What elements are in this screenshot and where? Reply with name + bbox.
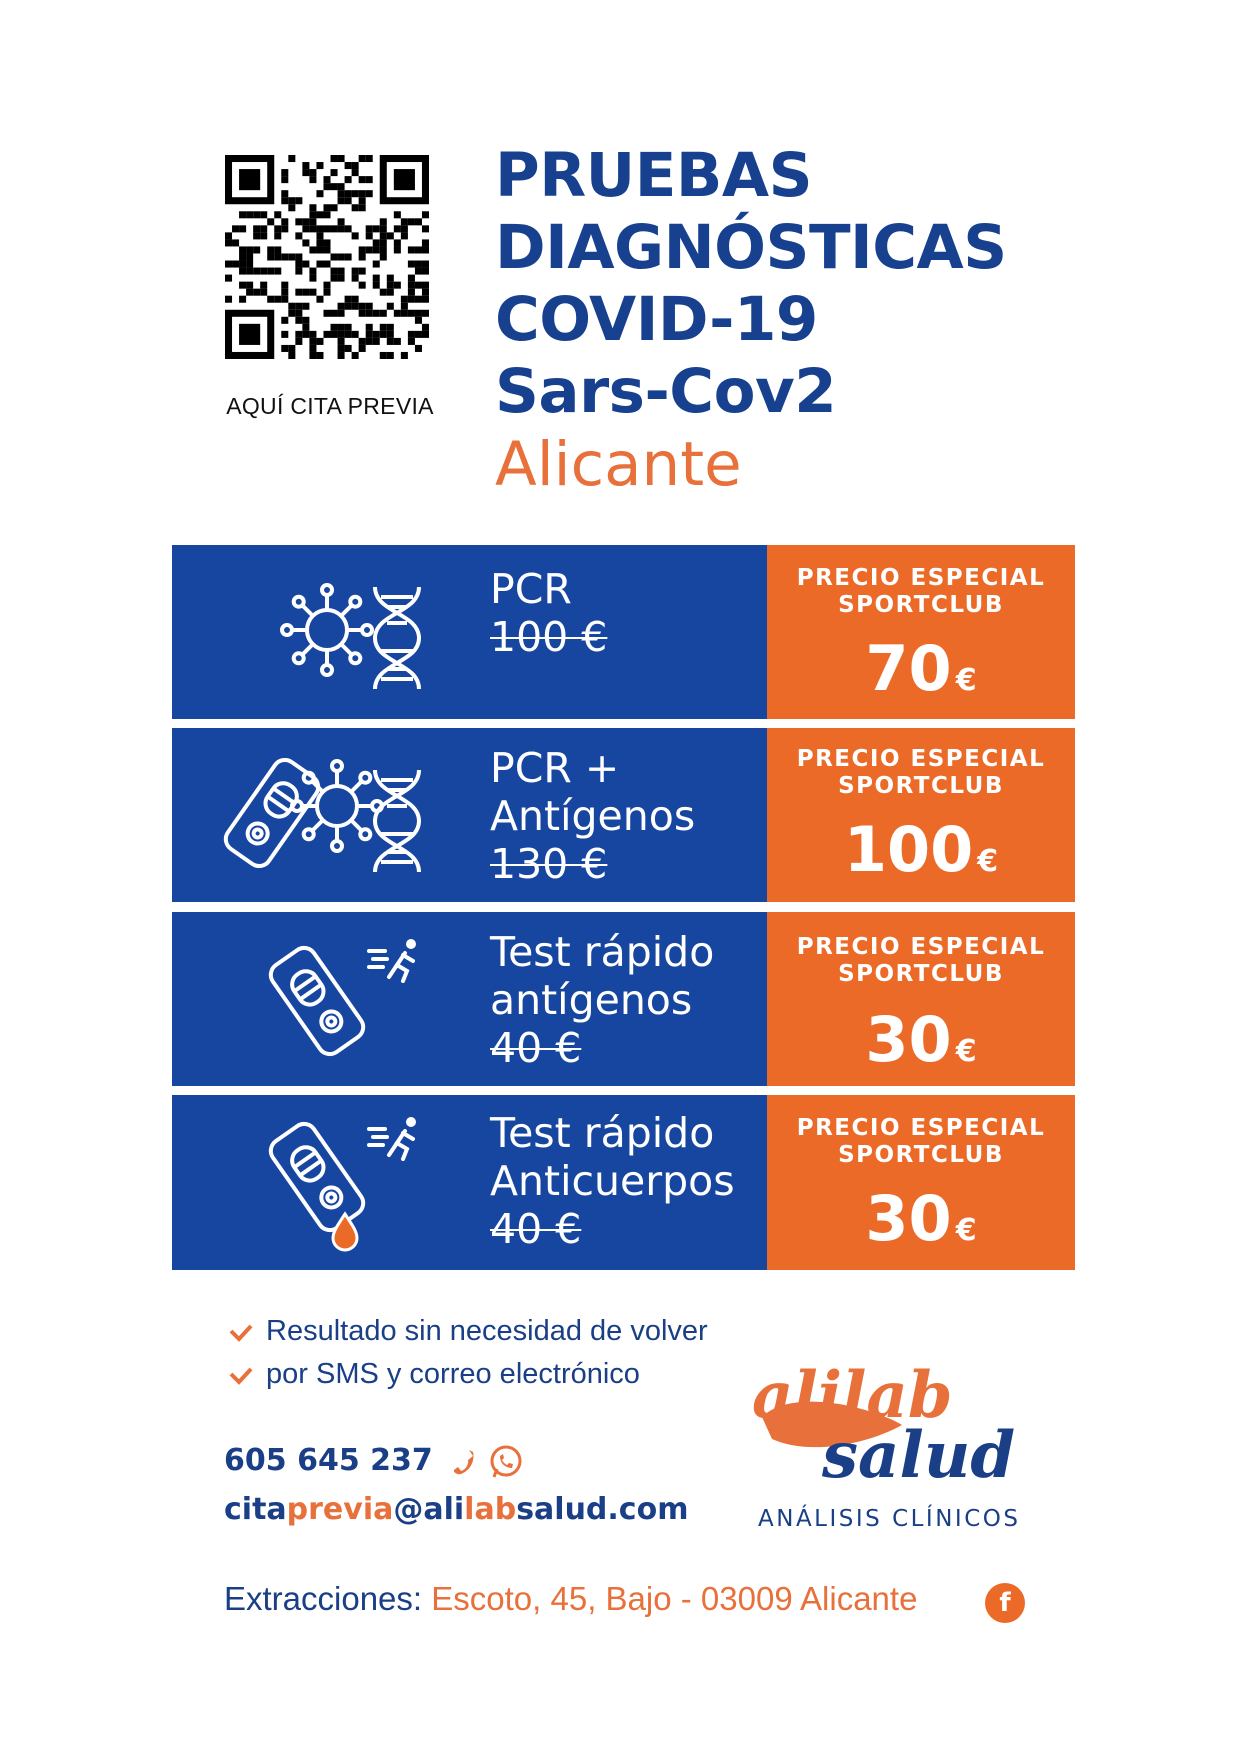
special-price xyxy=(767,1003,1075,1084)
test-name xyxy=(490,565,607,661)
price-value: 30 xyxy=(865,1182,952,1255)
test-name xyxy=(490,744,695,888)
email-part: lab xyxy=(464,1492,517,1527)
test-info-panel xyxy=(172,1095,767,1270)
check-icon xyxy=(228,1322,254,1342)
price-value: 100 xyxy=(843,813,974,886)
promo-label-line: PRECIO ESPECIAL xyxy=(796,565,1046,591)
special-price xyxy=(767,632,1075,713)
old-price: 100 € xyxy=(490,613,608,661)
email-part: previa xyxy=(286,1492,394,1527)
address-value: Escoto, 45, Bajo - 03009 Alicante xyxy=(431,1580,918,1617)
phone-icon xyxy=(451,1448,475,1476)
phone-link[interactable] xyxy=(224,1443,524,1480)
benefit-item xyxy=(228,1358,640,1391)
special-price xyxy=(767,1182,1075,1263)
promo-label-line: SPORTCLUB xyxy=(838,773,1004,799)
test-info-panel xyxy=(172,545,767,719)
email-part: salud.com xyxy=(516,1492,689,1527)
test-name-line: PCR xyxy=(490,565,572,613)
promo-label xyxy=(767,565,1075,619)
old-price: 40 € xyxy=(490,1205,582,1253)
special-price-panel xyxy=(767,912,1075,1086)
test-row-rapido-anticuerpos xyxy=(172,1095,1075,1270)
price-value: 70 xyxy=(865,632,952,705)
promo-label-line: PRECIO ESPECIAL xyxy=(796,746,1046,772)
test-name-line: Test rápido xyxy=(490,1109,715,1157)
address-label: Extracciones: xyxy=(224,1580,423,1617)
alilab-salud-logo xyxy=(752,1347,1052,1487)
test-info-panel xyxy=(172,912,767,1086)
email-link[interactable] xyxy=(224,1492,688,1527)
test-row-pcr-antigenos xyxy=(172,728,1075,902)
promo-label xyxy=(767,1115,1075,1169)
logo-text-top: alilab xyxy=(752,1358,953,1433)
test-name-line: Anticuerpos xyxy=(490,1157,735,1205)
page-title xyxy=(495,140,1007,502)
facebook-icon[interactable]: f xyxy=(985,1583,1025,1623)
special-price-panel xyxy=(767,728,1075,902)
special-price-panel xyxy=(767,1095,1075,1270)
title-line-3: COVID-19 xyxy=(495,284,818,355)
dna-icon xyxy=(367,766,427,876)
running-icon xyxy=(367,1115,423,1161)
special-price xyxy=(767,813,1075,894)
benefit-item xyxy=(228,1315,708,1348)
test-cassette-icon xyxy=(257,940,377,1062)
check-icon xyxy=(228,1365,254,1385)
title-line-4: Sars-Cov2 xyxy=(495,356,837,427)
test-name xyxy=(490,928,714,1072)
promo-label-line: SPORTCLUB xyxy=(838,1142,1004,1168)
dna-icon xyxy=(367,583,427,693)
test-name-line: antígenos xyxy=(490,976,693,1024)
test-name-line: Antígenos xyxy=(490,792,696,840)
test-row-pcr xyxy=(172,545,1075,719)
email-part: cita xyxy=(224,1492,287,1527)
title-city: Alicante xyxy=(495,429,742,500)
old-price: 130 € xyxy=(490,840,608,888)
currency-symbol: € xyxy=(955,663,977,698)
phone-number: 605 645 237 xyxy=(224,1443,433,1478)
special-price-panel xyxy=(767,545,1075,719)
benefit-text: por SMS y correo electrónico xyxy=(266,1358,640,1390)
promo-label xyxy=(767,934,1075,988)
title-line-2: DIAGNÓSTICAS xyxy=(495,212,1007,283)
test-cassette-drop-icon xyxy=(257,1117,377,1257)
currency-symbol: € xyxy=(955,1034,977,1069)
promo-label-line: PRECIO ESPECIAL xyxy=(796,1115,1046,1141)
test-name-line: PCR + xyxy=(490,744,620,792)
promo-label-line: PRECIO ESPECIAL xyxy=(796,934,1046,960)
currency-symbol: € xyxy=(955,1213,977,1248)
qr-caption: AQUÍ CITA PREVIA xyxy=(226,393,434,419)
currency-symbol: € xyxy=(977,844,999,879)
email-part: @ali xyxy=(393,1492,465,1527)
promo-label-line: SPORTCLUB xyxy=(838,961,1004,987)
address xyxy=(224,1580,917,1618)
test-name xyxy=(490,1109,735,1253)
virus-icon xyxy=(277,580,377,680)
logo-text-bottom: salud xyxy=(822,1418,1016,1487)
test-row-rapido-antigenos xyxy=(172,912,1075,1086)
price-value: 30 xyxy=(865,1003,952,1076)
whatsapp-icon[interactable] xyxy=(488,1444,524,1480)
running-icon xyxy=(367,937,423,983)
promo-label-line: SPORTCLUB xyxy=(838,592,1004,618)
old-price: 40 € xyxy=(490,1024,582,1072)
test-name-line: Test rápido xyxy=(490,928,715,976)
logo-subtitle: ANÁLISIS CLÍNICOS xyxy=(758,1506,1021,1532)
title-line-1: PRUEBAS xyxy=(495,140,813,211)
benefit-text: Resultado sin necesidad de volver xyxy=(266,1315,708,1347)
promo-label xyxy=(767,746,1075,800)
qr-code[interactable] xyxy=(225,155,429,359)
test-info-panel xyxy=(172,728,767,902)
